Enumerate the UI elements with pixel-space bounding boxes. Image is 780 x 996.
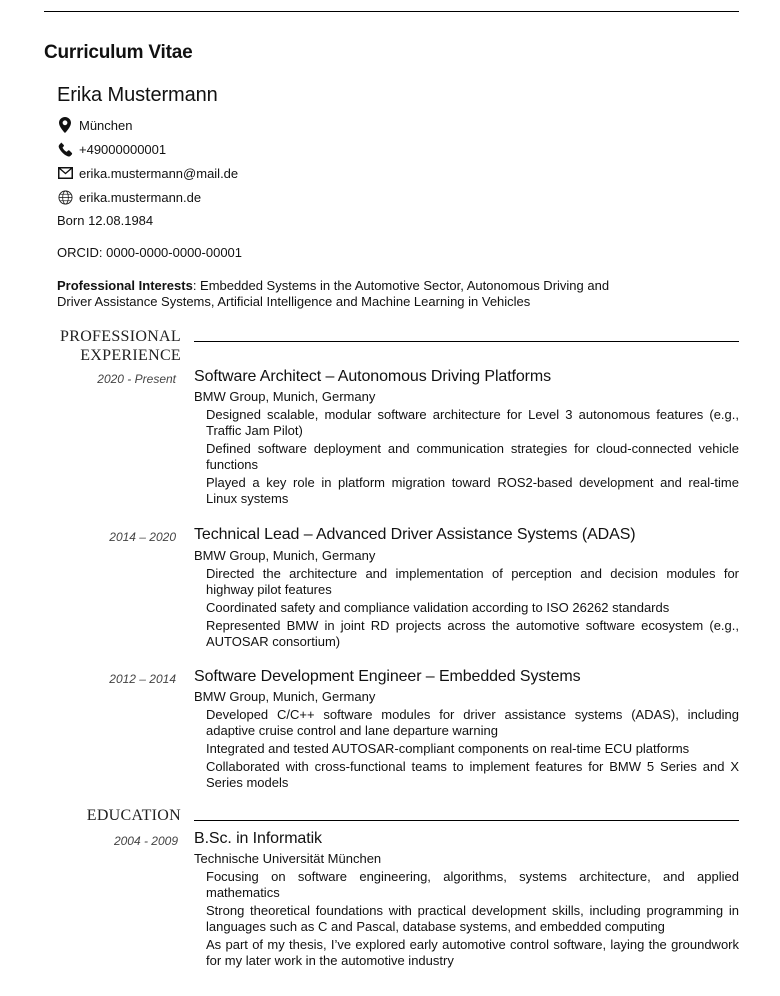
- list-item: Strong theoretical foundations with practical development skills, including programming in languages such as C and Pascal, database systems, and embedded computing: [206, 903, 739, 934]
- document-title: Curriculum Vitae: [44, 42, 193, 63]
- entry-role: Software Development Engineer – Embedded Systems: [194, 668, 581, 685]
- entry-role: Technical Lead – Advanced Driver Assistance Systems (ADAS): [194, 526, 636, 543]
- envelope-icon: [57, 165, 73, 181]
- entry-bullets: [206, 407, 739, 509]
- entry-bullets: [206, 869, 739, 971]
- phone-text[interactable]: +49000000001: [79, 141, 167, 157]
- section-rule: [194, 341, 739, 342]
- top-rule: [44, 11, 739, 12]
- entry-degree: B.Sc. in Informatik: [194, 830, 322, 847]
- entry-date: 2014 – 2020: [109, 530, 176, 544]
- entry-date: 2004 - 2009: [113, 834, 178, 848]
- phone-icon: [57, 141, 73, 157]
- entry-date: 2020 - Present: [97, 372, 176, 386]
- section-heading-experience: [60, 327, 181, 365]
- list-item: Focusing on software engineering, algorithms, systems architecture, and applied mathematics: [206, 869, 739, 900]
- list-item: Represented BMW in joint RD projects across the automotive software ecosystem (e.g., AUTOSAR consortium): [206, 618, 739, 649]
- birth-date: Born 12.08.1984: [57, 213, 154, 228]
- list-item: Designed scalable, modular software architecture for Level 3 autonomous features (e.g., Traffic Jam Pilot): [206, 407, 739, 438]
- list-item: Integrated and tested AUTOSAR-compliant components on real-time ECU platforms: [206, 741, 690, 756]
- list-item: As part of my thesis, I’ve explored early automotive control software, laying the groundwork for my later work in the automotive industry: [206, 937, 739, 968]
- email-text[interactable]: erika.mustermann@mail.de: [79, 165, 239, 181]
- contact-website: [57, 189, 201, 205]
- orcid: ORCID: 0000-0000-0000-00001: [57, 245, 243, 260]
- list-item: Coordinated safety and compliance validation according to ISO 26262 standards: [206, 600, 670, 615]
- contact-email: [57, 165, 238, 181]
- entry-organization: BMW Group, Munich, Germany: [194, 689, 376, 704]
- contact-city: [57, 117, 132, 133]
- list-item: Played a key role in platform migration toward ROS2-based development and real-time Linux systems: [206, 475, 739, 506]
- entry-organization: BMW Group, Munich, Germany: [194, 548, 376, 563]
- interests-text: : Embedded Systems in the Automotive Sector, Autonomous Driving and Driver Assistance Systems, Artificial Intelligence and Machine Learning in Vehicles: [57, 278, 610, 309]
- location-pin-icon: [57, 117, 73, 133]
- section-heading-education: [87, 806, 181, 825]
- entry-role: Software Architect – Autonomous Driving Platforms: [194, 368, 552, 385]
- section-rule: [194, 820, 739, 821]
- person-name: Erika Mustermann: [57, 84, 218, 106]
- contact-phone: [57, 141, 166, 157]
- entry-institution: Technische Universität München: [194, 851, 382, 866]
- entry-bullets: [206, 566, 739, 652]
- entry-organization: BMW Group, Munich, Germany: [194, 389, 376, 404]
- interests-label: Professional Interests: [57, 278, 193, 293]
- section-heading-line: PROFESSIONAL: [60, 328, 181, 345]
- list-item: Directed the architecture and implementation of perception and decision modules for highway pilot features: [206, 566, 739, 597]
- list-item: Defined software deployment and communication strategies for cloud-connected vehicle functions: [206, 441, 739, 472]
- city-text: München: [79, 117, 133, 133]
- professional-interests: [57, 278, 617, 310]
- website-text[interactable]: erika.mustermann.de: [79, 189, 202, 205]
- section-heading-line: EXPERIENCE: [80, 347, 181, 364]
- globe-icon: [57, 189, 73, 205]
- list-item: Collaborated with cross-functional teams to implement features for BMW 5 Series and X Series models: [206, 759, 739, 790]
- entry-bullets: [206, 707, 739, 793]
- list-item: Developed C/C++ software modules for driver assistance systems (ADAS), including adaptive cruise control and lane departure warning: [206, 707, 739, 738]
- section-heading-line: EDUCATION: [86, 807, 181, 824]
- entry-date: 2012 – 2014: [109, 672, 176, 686]
